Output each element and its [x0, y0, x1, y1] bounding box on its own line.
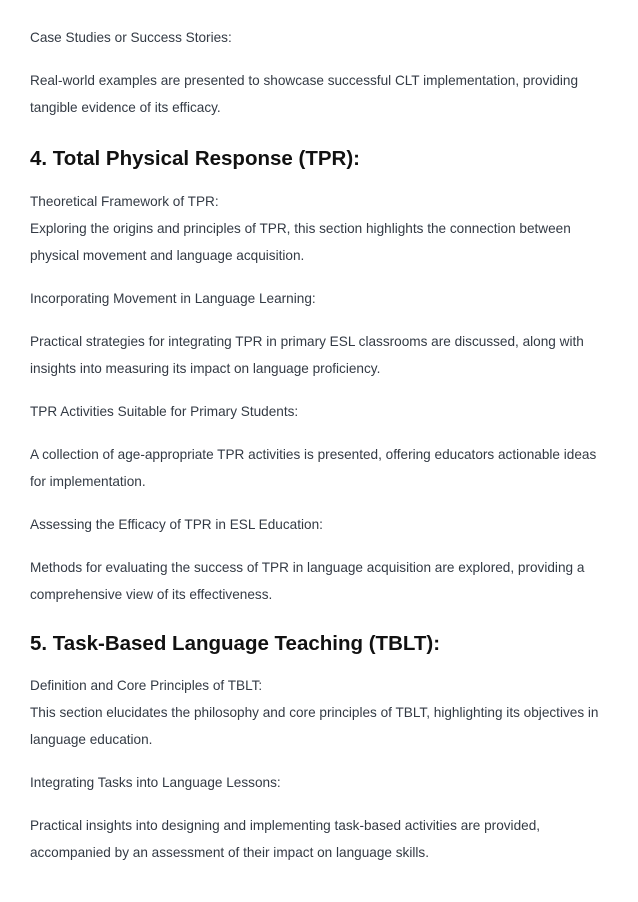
tpr-activities-label: TPR Activities Suitable for Primary Students:	[30, 404, 299, 419]
clt-case-studies-text: Real-world examples are presented to showcase successful CLT implementation, providing tangible evidence of its efficacy.	[30, 73, 579, 115]
tblt-tasks-label: Integrating Tasks into Language Lessons:	[30, 775, 281, 790]
tpr-framework-text: Exploring the origins and principles of TPR, this section highlights the connection between physical movement and language acquisition.	[30, 221, 571, 263]
tpr-section-heading: 4. Total Physical Response (TPR):	[30, 147, 360, 170]
tblt-definition-text: This section elucidates the philosophy and core principles of TBLT, highlighting its objectives in language education.	[30, 705, 599, 747]
document-page	[30, 24, 612, 866]
tpr-assessing-label: Assessing the Efficacy of TPR in ESL Education:	[30, 517, 323, 532]
tblt-section-heading: 5. Task-Based Language Teaching (TBLT):	[30, 632, 441, 655]
tpr-activities-text: A collection of age-appropriate TPR activities is presented, offering educators actionable ideas for implementation.	[30, 447, 597, 489]
tpr-framework-label: Theoretical Framework of TPR:	[30, 194, 219, 209]
tblt-tasks-text: Practical insights into designing and implementing task-based activities are provided, accompanied by an assessment of their impact on language skills.	[30, 818, 541, 860]
tpr-movement-text: Practical strategies for integrating TPR in primary ESL classrooms are discussed, along with insights into measuring its impact on language proficiency.	[30, 334, 584, 376]
tblt-definition-label: Definition and Core Principles of TBLT:	[30, 678, 263, 693]
tpr-movement-label: Incorporating Movement in Language Learning:	[30, 291, 316, 306]
tpr-assessing-text: Methods for evaluating the success of TPR in language acquisition are explored, providing a comprehensive view of its effectiveness.	[30, 560, 585, 602]
clt-case-studies-label: Case Studies or Success Stories:	[30, 30, 232, 45]
